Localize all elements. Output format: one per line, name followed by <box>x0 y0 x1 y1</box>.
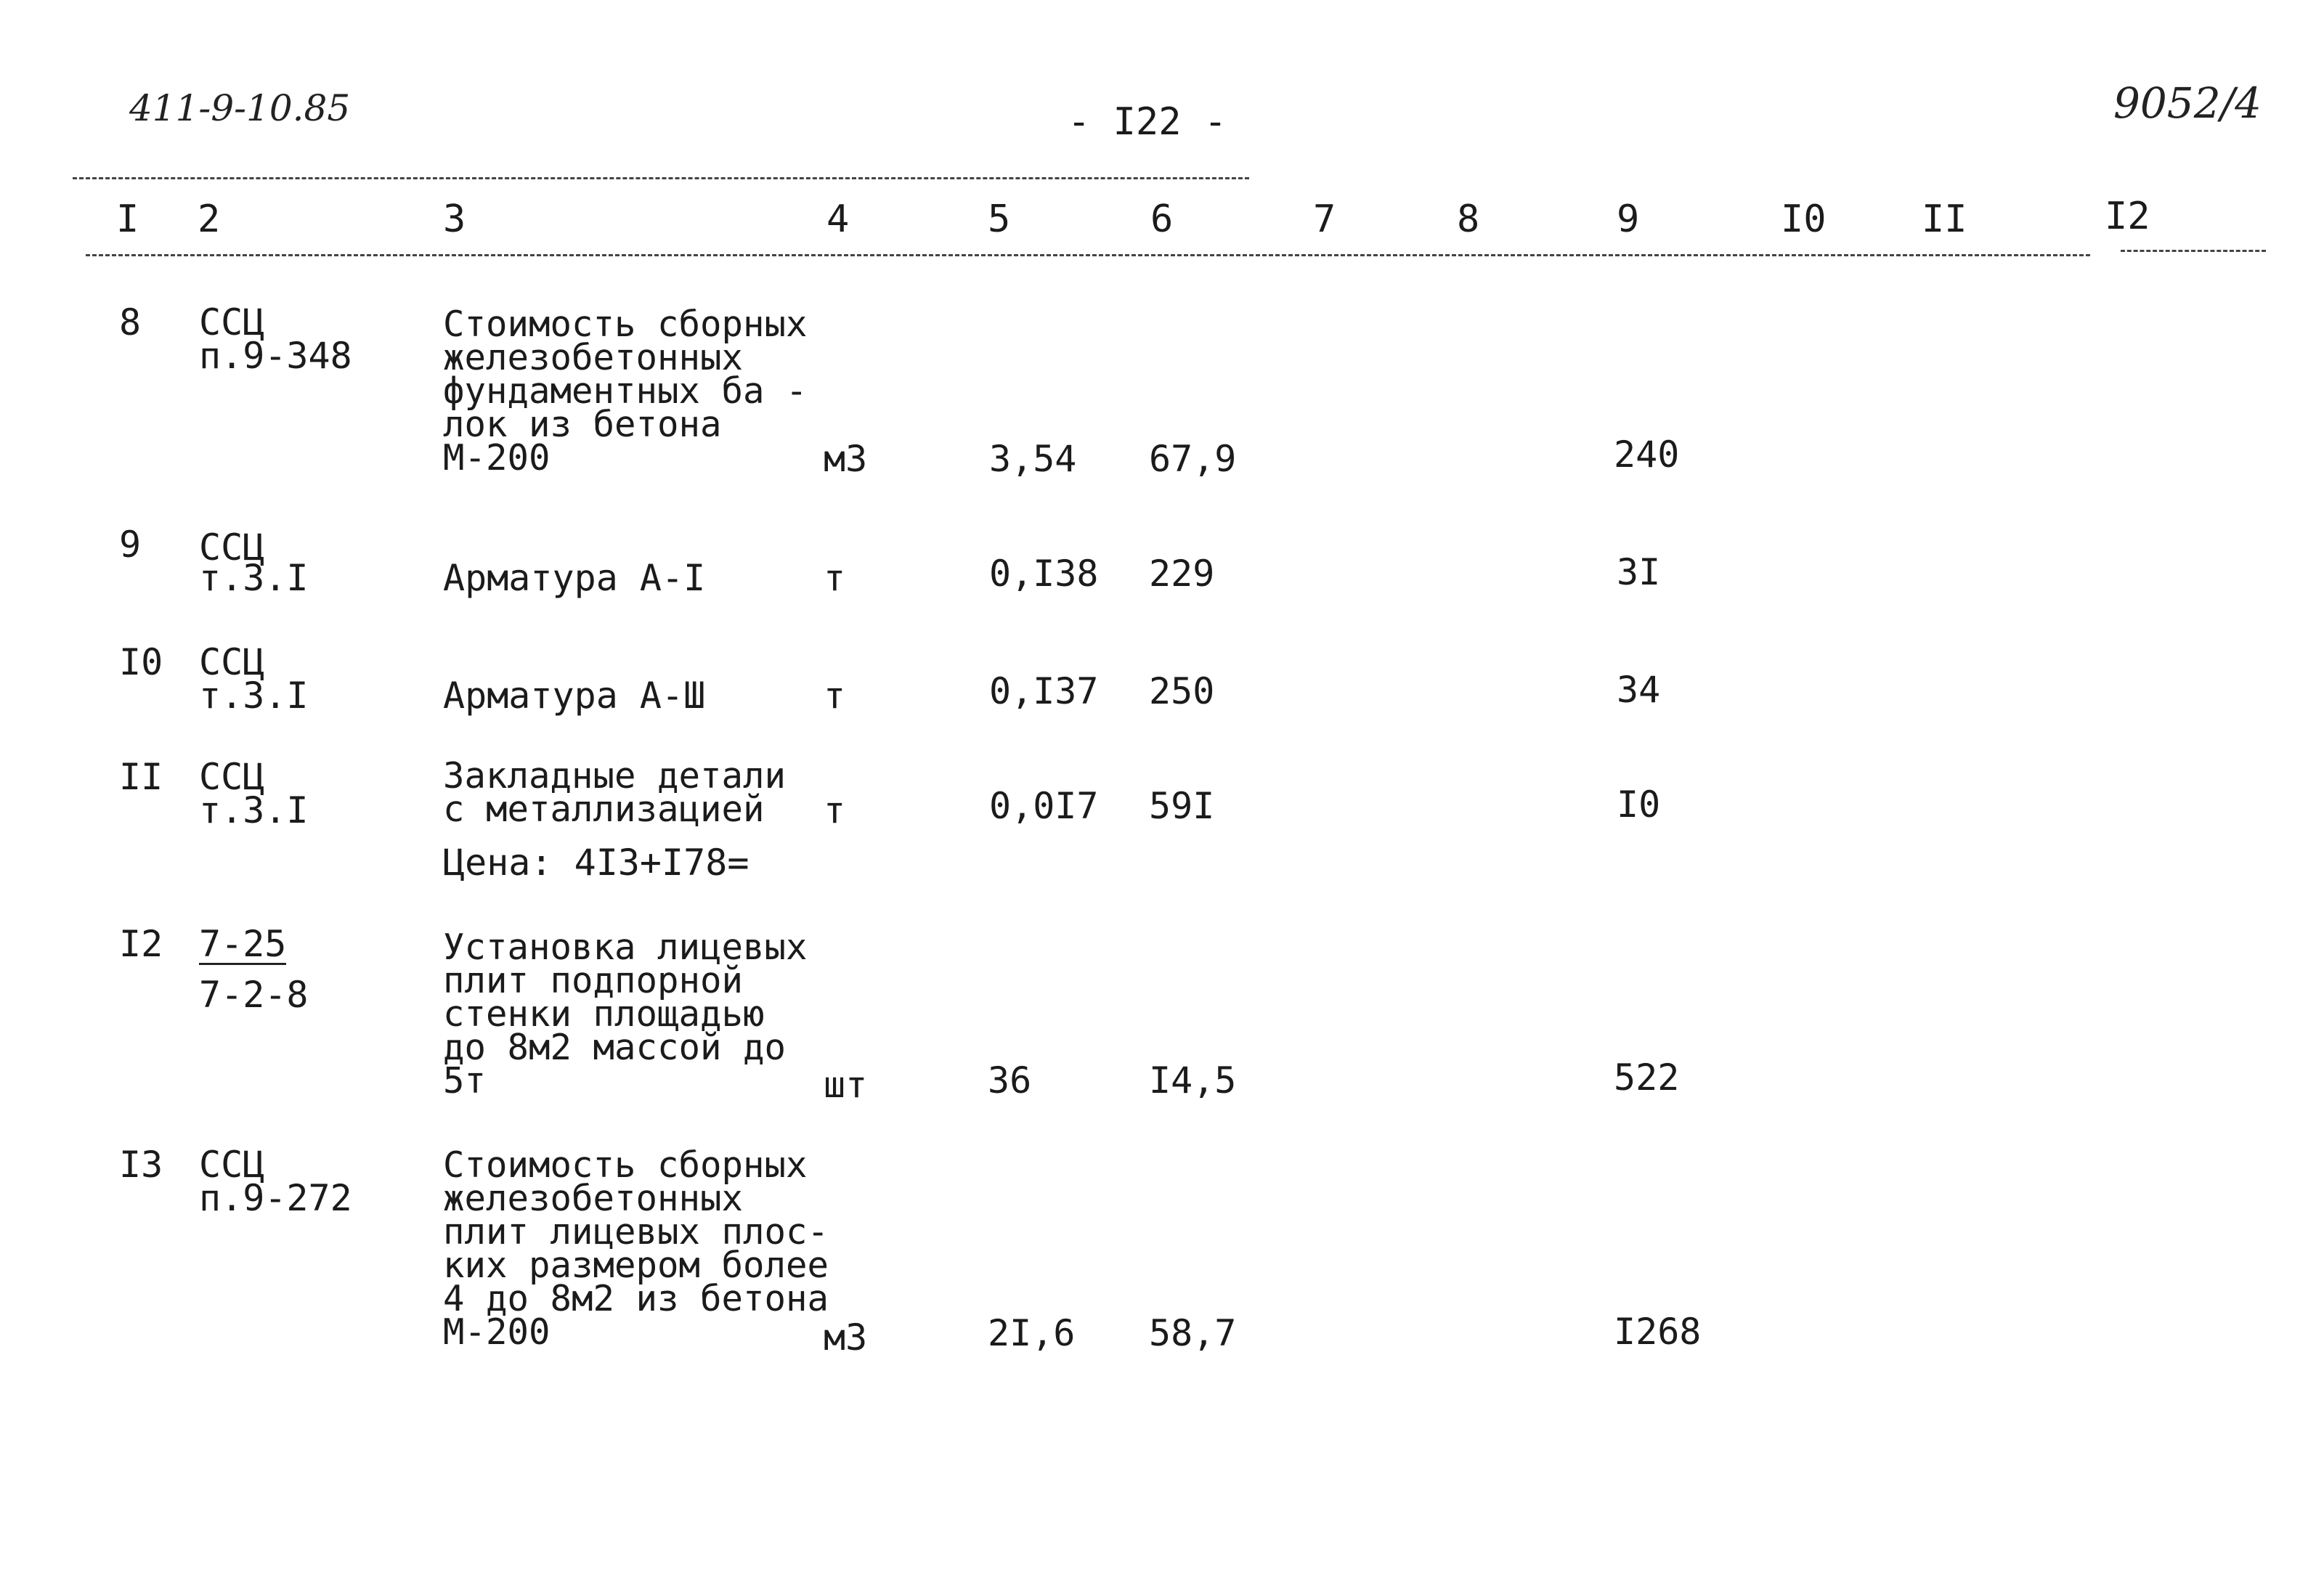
row-total: 34 <box>1617 669 1661 711</box>
row-quantity: 36 <box>988 1059 1032 1102</box>
row-code-line1: ССЦ <box>199 641 265 683</box>
row-total: 3I <box>1617 551 1661 593</box>
row-total: 522 <box>1614 1056 1680 1099</box>
row-number: II <box>119 756 163 798</box>
row-number: 8 <box>119 301 142 343</box>
row-unit: т <box>824 675 846 717</box>
row-code-line2: т.3.I <box>199 675 309 717</box>
row-description: Арматура А-Ш <box>443 675 706 717</box>
column-header-2: 2 <box>198 198 221 241</box>
row-code-line2: п.9-272 <box>199 1177 352 1219</box>
column-header-6: 6 <box>1150 198 1174 241</box>
row-description: Арматура А-I <box>443 557 706 599</box>
row-description: Закладные детали с металлизацией <box>443 755 787 830</box>
column-header-1: I <box>116 198 139 241</box>
column-header-11: II <box>1922 198 1967 241</box>
row-quantity: 0,0I7 <box>989 785 1099 827</box>
column-header-12: I2 <box>2105 195 2150 238</box>
row-unit: м3 <box>824 438 868 480</box>
row-unit-price: I4,5 <box>1149 1059 1237 1102</box>
row-description: Стоимость сборных железобетонных плит лицевых плос- ких размером более 4 до 8м2 из бетона М-200 <box>443 1144 829 1353</box>
row-unit-price: 58,7 <box>1149 1312 1237 1354</box>
column-header-5: 5 <box>988 198 1011 241</box>
page-number: - I22 - <box>1068 100 1227 144</box>
row-unit-price: 59I <box>1149 785 1215 827</box>
row-code-line2: п.9-348 <box>199 335 352 377</box>
row-code-line1: ССЦ <box>199 756 265 798</box>
row-unit-price: 67,9 <box>1149 438 1237 480</box>
row-description: Установка лицевых плит подпорной стенки площадью до 8м2 массой до 5т <box>443 927 808 1102</box>
row-unit: м3 <box>824 1316 868 1359</box>
row-total: 240 <box>1614 433 1680 476</box>
row-number: I0 <box>119 641 163 683</box>
row-code-line1: ССЦ <box>199 301 265 343</box>
row-unit: т <box>824 789 846 831</box>
row-number: 9 <box>119 524 142 566</box>
row-number: I3 <box>119 1144 163 1186</box>
row-code-line1: ССЦ <box>199 526 265 569</box>
document-code: 411-9-10.85 <box>129 87 351 129</box>
column-header-9: 9 <box>1617 198 1640 241</box>
row-quantity: 0,I38 <box>989 553 1099 595</box>
row-unit: шт <box>824 1064 868 1106</box>
column-header-7: 7 <box>1313 198 1336 241</box>
header-bottom-rule-right <box>2121 250 2266 252</box>
row-unit-price: 250 <box>1149 670 1215 712</box>
row-code-line2: 7-2-8 <box>199 974 309 1016</box>
column-header-4: 4 <box>826 198 850 241</box>
row-code-line2: т.3.I <box>199 789 309 831</box>
header-top-rule <box>73 177 1249 179</box>
row-quantity: 3,54 <box>989 438 1077 480</box>
header-bottom-rule <box>86 254 2090 256</box>
row-quantity: 0,I37 <box>989 670 1099 712</box>
row-code-line2: т.3.I <box>199 557 309 599</box>
row-number: I2 <box>119 923 163 965</box>
row-code-line1: 7-25 <box>199 923 287 965</box>
sheet-reference: 9052/4 <box>2113 78 2262 128</box>
row-quantity: 2I,6 <box>988 1312 1076 1354</box>
column-header-3: 3 <box>443 198 466 241</box>
row-total: I0 <box>1617 783 1661 826</box>
row-description: Стоимость сборных железобетонных фундаментных ба - лок из бетона М-200 <box>443 304 808 479</box>
column-header-8: 8 <box>1457 198 1480 241</box>
column-header-10: I0 <box>1781 198 1827 241</box>
row-code-line1: ССЦ <box>199 1144 265 1186</box>
row-price-note: Цена: 4I3+I78= <box>443 842 749 884</box>
row-unit: т <box>824 557 846 599</box>
row-unit-price: 229 <box>1149 553 1215 595</box>
row-total: I268 <box>1614 1311 1702 1353</box>
